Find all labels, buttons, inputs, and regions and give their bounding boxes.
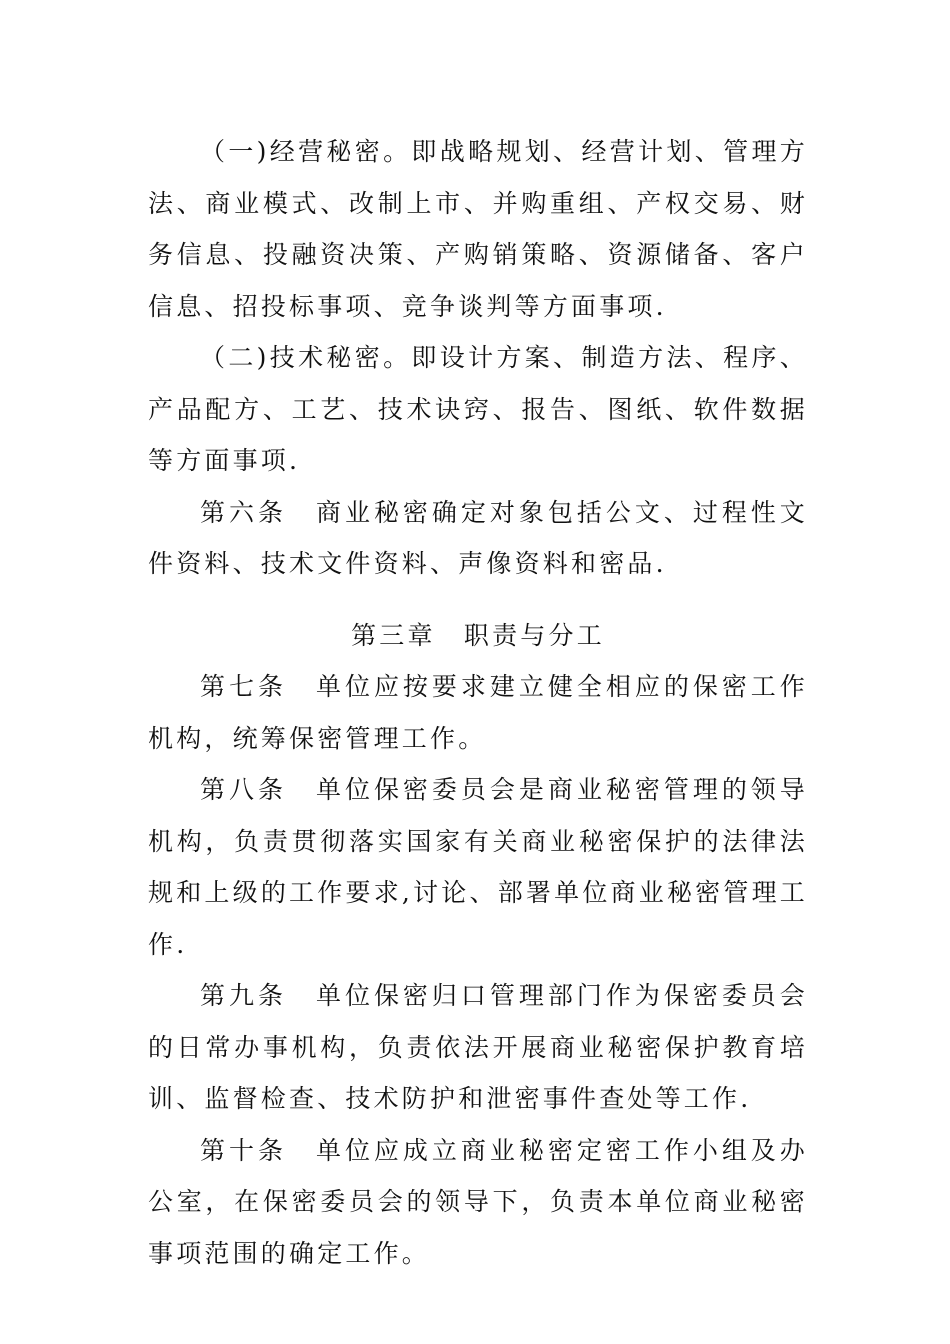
paragraph-business-secrets: （一)经营秘密。即战略规划、经营计划、管理方法、商业模式、改制上市、并购重组、产权交易、财务信息、投融资决策、产购销策略、资源储备、客户信息、招投标事项、竞争谈判等方面事项. [148, 137, 808, 321]
paragraph-article-9: 第九条 单位保密归口管理部门作为保密委员会的日常办事机构，负责依法开展商业秘密保护教育培训、监督检查、技术防护和泄密事件查处等工作. [148, 981, 808, 1113]
paragraph-article-6: 第六条 商业秘密确定对象包括公文、过程性文件资料、技术文件资料、声像资料和密品. [148, 497, 808, 578]
paragraph-article-7: 第七条 单位应按要求建立健全相应的保密工作机构，统筹保密管理工作。 [148, 672, 808, 753]
paragraph-technical-secrets: （二)技术秘密。即设计方案、制造方法、程序、产品配方、工艺、技术诀窍、报告、图纸、软件数据等方面事项. [148, 343, 808, 475]
paragraph-article-10: 第十条 单位应成立商业秘密定密工作小组及办公室，在保密委员会的领导下，负责本单位商业秘密事项范围的确定工作。 [148, 1135, 808, 1268]
chapter-heading: 第三章 职责与分工 [351, 620, 605, 650]
paragraph-article-8: 第八条 单位保密委员会是商业秘密管理的领导机构，负责贯彻落实国家有关商业秘密保护的法律法规和上级的工作要求,讨论、部署单位商业秘密管理工作. [148, 775, 808, 959]
document-body [148, 126, 808, 1279]
